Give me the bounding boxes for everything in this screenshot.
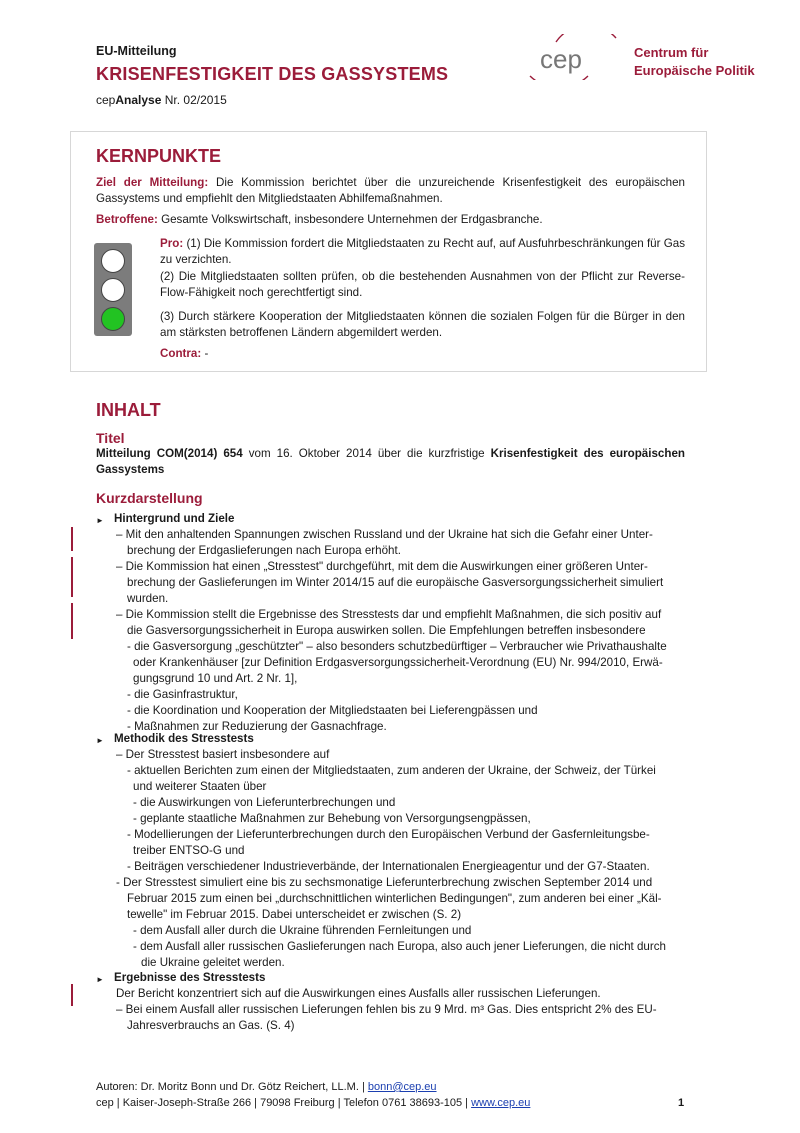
text-line: - Modellierungen der Lieferunterbrechungen durch den Europäischen Verbund der Gasfernleitungsbe-: [127, 828, 650, 841]
section-heading-ergebnisse: Ergebnisse des Stresstests: [114, 971, 266, 984]
text-line: – Der Stresstest basiert insbesondere auf: [116, 748, 330, 761]
ziel-text: Die Kommission berichtet über die unzureichende Krisenfestigkeit des europäischen Gassystems und empfiehlt den Mitgliedstaaten Abhilfemaßnahmen.: [96, 176, 685, 205]
ziel-label: Ziel der Mitteilung:: [96, 176, 209, 189]
contra-paragraph: [160, 346, 685, 362]
lamp-top: [101, 249, 125, 273]
lamp-bottom: [101, 307, 125, 331]
page-number: 1: [678, 1097, 685, 1109]
text-line: die Ukraine geleitet werden.: [141, 956, 285, 969]
titel-heading: Titel: [96, 430, 125, 446]
document-kicker: EU-Mitteilung: [96, 44, 177, 58]
betroffene-text: Gesamte Volkswirtschaft, insbesondere Unternehmen der Erdgasbranche.: [157, 213, 543, 226]
margin-mark: [71, 527, 73, 551]
pro-1-text: (1) Die Kommission fordert die Mitgliedstaaten zu Recht auf, auf Ausfuhrbeschränkungen für Gas zu verzichten.: [160, 237, 685, 266]
traffic-light-icon: [94, 243, 132, 336]
logo-text: cep: [540, 44, 582, 74]
section-heading-hintergrund: Hintergrund und Ziele: [114, 512, 235, 525]
text-line: Februar 2015 zum einen bei „durchschnittlichen winterlichen Bedingungen", zum anderen bei einer „Käl-: [127, 892, 662, 905]
betroffene-label: Betroffene:: [96, 213, 158, 226]
contra-text: -: [201, 347, 209, 360]
betroffene-paragraph: [96, 212, 685, 228]
address-text: cep | Kaiser-Joseph-Straße 266 | 79098 Freiburg | Telefon 0761 38693-105 |: [96, 1097, 472, 1109]
text-line: Der Bericht konzentriert sich auf die Auswirkungen eines Ausfalls aller russischen Lieferungen.: [116, 987, 601, 1000]
text-line: - Maßnahmen zur Reduzierung der Gasnachfrage.: [127, 720, 387, 733]
text-line: tewelle" im Februar 2015. Dabei unterscheidet er zwischen (S. 2): [127, 908, 462, 921]
footer-address: [96, 1097, 530, 1109]
footer-authors: [96, 1081, 437, 1093]
text-line: treiber ENTSO-G und: [133, 844, 245, 857]
text-line: oder Krankenhäuser [zur Definition Erdgasversorgungssicherheit-Verordnung (EU) Nr. 994/2010, Erwä-: [133, 656, 663, 669]
inhalt-title: INHALT: [96, 400, 161, 420]
document-title: KRISENFESTIGKEIT DES GASSYSTEMS: [96, 64, 449, 84]
text-line: – Bei einem Ausfall aller russischen Lieferungen fehlen bis zu 9 Mrd. m³ Gas. Dies entspricht 2% des EU-: [116, 1003, 657, 1016]
text-line: - geplante staatliche Maßnahmen zur Behebung von Versorgungsengpässen,: [133, 812, 531, 825]
titel-text: [96, 446, 685, 478]
kernpunkte-title: KERNPUNKTE: [96, 146, 222, 166]
text-line: – Mit den anhaltenden Spannungen zwischen Russland und der Ukraine hat sich die Gefahr einer Unter-: [116, 528, 653, 541]
text-line: – Die Kommission hat einen „Stresstest" durchgeführt, mit dem die Auswirkungen einer größeren Unter-: [116, 560, 648, 573]
website-link[interactable]: www.cep.eu: [471, 1097, 531, 1109]
bullet-triangle-icon: ►: [96, 516, 104, 525]
text-line: brechung der Gaslieferungen im Winter 2014/15 auf die europäische Gasversorgungssicherheit simuliert: [127, 576, 664, 589]
cep-logo: [526, 34, 618, 80]
org-line-2: Europäische Politik: [634, 63, 755, 78]
titel-mid: vom 16. Oktober 2014 über die kurzfristige: [242, 447, 491, 460]
text-line: wurden.: [127, 592, 169, 605]
pro-point-2: (2) Die Mitgliedstaaten sollten prüfen, ob die bestehenden Ausnahmen von der Pflicht zur Reverse-Flow-Fähigkeit noch gerechtfertigt sind.: [160, 270, 685, 299]
analysis-reference: [96, 93, 227, 107]
ref-suffix: Nr. 02/2015: [161, 93, 227, 107]
text-line: – Die Kommission stellt die Ergebnisse des Stresstests dar und empfiehlt Maßnahmen, die sich positiv auf: [116, 608, 662, 621]
text-line: gungsgrund 10 und Art. 2 Nr. 1],: [133, 672, 298, 685]
kurzdarstellung-heading: Kurzdarstellung: [96, 490, 203, 506]
text-line: - Der Stresstest simuliert eine bis zu sechsmonatige Lieferunterbrechung zwischen September 2014 und: [116, 876, 653, 889]
pro-label: Pro:: [160, 237, 184, 250]
text-line: Jahresverbrauchs an Gas. (S. 4): [127, 1019, 295, 1032]
text-line: - die Auswirkungen von Lieferunterbrechungen und: [133, 796, 396, 809]
bullet-triangle-icon: ►: [96, 736, 104, 745]
margin-mark: [71, 557, 73, 597]
text-line: - die Gasversorgung „geschützter" – also besonders schutzbedürftiger – Verbraucher wie Privathaushalte: [127, 640, 667, 653]
organization-name: [634, 44, 755, 80]
text-line: - dem Ausfall aller durch die Ukraine führenden Fernleitungen und: [133, 924, 472, 937]
contra-label: Contra:: [160, 347, 202, 360]
text-line: - die Koordination und Kooperation der Mitgliedstaaten bei Lieferengpässen und: [127, 704, 538, 717]
authors-text: Autoren: Dr. Moritz Bonn und Dr. Götz Reichert, LL.M. |: [96, 1081, 368, 1093]
bullet-triangle-icon: ►: [96, 975, 104, 984]
text-line: - die Gasinfrastruktur,: [127, 688, 238, 701]
text-line: die Gasversorgungssicherheit in Europa auswirken sollen. Die Empfehlungen betreffen insbesondere: [127, 624, 646, 637]
ref-bold: Analyse: [115, 93, 162, 107]
text-line: - aktuellen Berichten zum einen der Mitgliedstaaten, zum anderen der Ukraine, der Schweiz, der Türkei: [127, 764, 656, 777]
pro-point-1: [160, 236, 685, 268]
text-line: - Beiträgen verschiedener Industrieverbände, der Internationalen Energieagentur und der G7-Staaten.: [127, 860, 650, 873]
ref-prefix: cep: [96, 93, 116, 107]
margin-mark: [71, 984, 73, 1006]
text-line: und weiterer Staaten über: [133, 780, 267, 793]
author-email-link[interactable]: bonn@cep.eu: [367, 1081, 437, 1093]
org-line-1: Centrum für: [634, 45, 709, 60]
titel-bold-1: Mitteilung COM(2014) 654: [96, 447, 243, 460]
margin-mark: [71, 603, 73, 639]
lamp-middle: [101, 278, 125, 302]
pro-point-3: (3) Durch stärkere Kooperation der Mitgliedstaaten können die sozialen Folgen für die Bürger in den am stärksten betroffenen Ländern abgemildert werden.: [160, 310, 685, 339]
text-line: - dem Ausfall aller russischen Gaslieferungen nach Europa, also auch jener Lieferungen, die nicht durch: [133, 940, 666, 953]
section-heading-methodik: Methodik des Stresstests: [114, 732, 254, 745]
text-line: brechung der Erdgaslieferungen nach Europa erhöht.: [127, 544, 401, 557]
titel-bold-2: Krisenfestigkeit des europäischen Gassystems: [96, 447, 685, 476]
ziel-paragraph: [96, 175, 685, 207]
